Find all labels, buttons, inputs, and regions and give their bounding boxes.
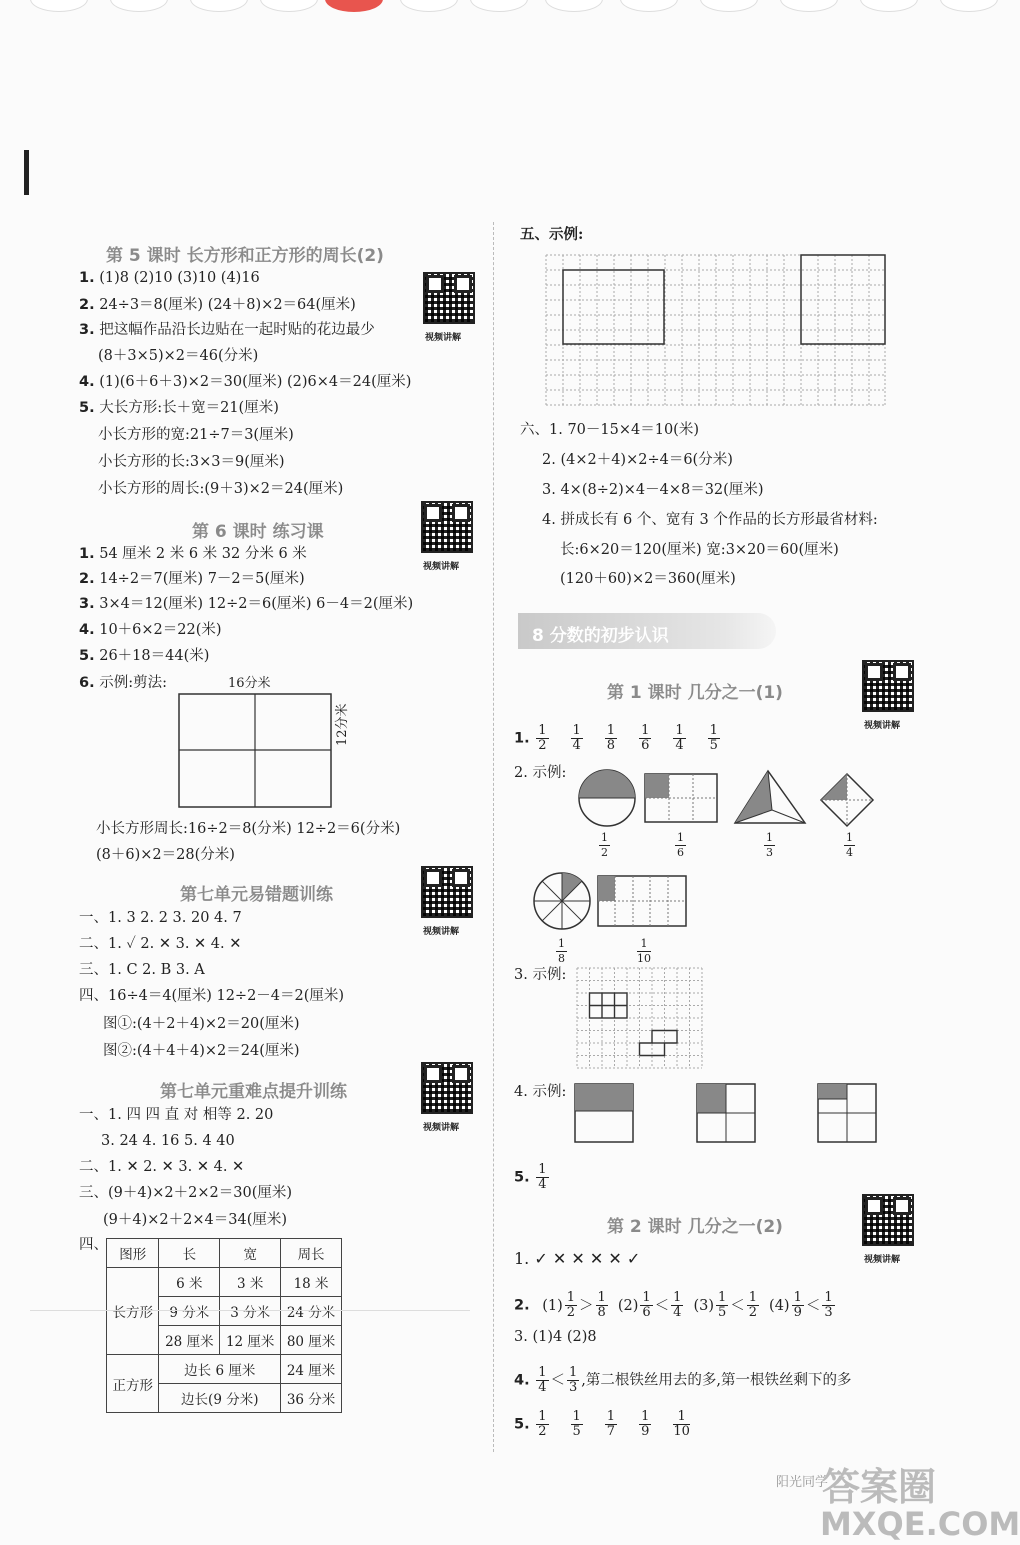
fraction: $\frac{1}{9}$ — [641, 1409, 650, 1439]
fraction: $\frac{1}{5}$ — [717, 1290, 727, 1320]
dotted-grid-diagram — [545, 254, 887, 412]
answer-line: 1. ✓ ✕ ✕ ✕ ✕ ✓ — [514, 1249, 641, 1268]
table-cell: 边长(9 分米) — [159, 1384, 281, 1413]
answer-line: 1. $\frac{1}{2}$ $\frac{1}{4}$ $\frac{1}{8}$ $\frac{1}{6}$ $\frac{1}{4}$ $\frac{1}{5}$ — [514, 724, 740, 753]
answer-line: 5. $\frac{1}{4}$ — [514, 1162, 547, 1192]
answer-line: 2. 14÷2＝7(厘米) 7－2＝5(厘米) — [79, 571, 305, 587]
table-cell: 正方形 — [107, 1355, 159, 1413]
fraction: $\frac{1}{6}$ — [642, 1290, 651, 1320]
fraction: $\frac{1}{4}$ — [572, 723, 581, 753]
answer-line: (120＋60)×2＝360(厘米) — [560, 571, 736, 587]
answer-line: 1. 54 厘米 2 米 6 米 32 分米 6 米 — [79, 546, 307, 562]
quartered-squares — [573, 1082, 883, 1144]
shape-label: $\frac{1}{4}$ — [846, 831, 853, 859]
shape-label: $\frac{1}{10}$ — [637, 937, 651, 965]
brand-logo: 阳光同学 — [776, 1475, 829, 1490]
perimeter-table — [106, 1238, 342, 1413]
top-scan-strip — [0, 0, 1000, 16]
answer-line: 四、 — [79, 1237, 108, 1253]
fraction: $\frac{1}{9}$ — [793, 1290, 802, 1320]
table-cell: 3 分米 — [220, 1297, 281, 1326]
fraction: $\frac{1}{4}$ — [673, 1290, 682, 1320]
answer-line: 3. 4×(8÷2)×4－4×8＝32(厘米) — [542, 482, 764, 498]
answer-line: 3. 把这幅作品沿长边贴在一起时贴的花边最少 — [79, 322, 375, 338]
qr-code-icon[interactable] — [862, 1194, 914, 1246]
answer-line: 3. 24 4. 16 5. 4 40 — [101, 1133, 235, 1149]
answer-line: 图①:(4＋2＋4)×2＝20(厘米) — [103, 1016, 300, 1032]
answer-line: 4. (1)(6＋6＋3)×2＝30(厘米) (2)6×4＝24(厘米) — [79, 374, 412, 390]
fraction: $\frac{1}{2}$ — [748, 1290, 758, 1320]
answer-line: 4. 示例: — [514, 1084, 567, 1100]
watermark-logo: 答案圈 — [822, 1465, 937, 1509]
table-cell: 80 厘米 — [281, 1326, 342, 1355]
qr-caption: 视频讲解 — [423, 562, 460, 572]
answer-line: 3. (1)4 (2)8 — [514, 1329, 597, 1345]
fraction: $\frac{1}{4}$ — [675, 723, 684, 753]
fraction: $\frac{1}{5}$ — [709, 723, 718, 753]
fraction: $\frac{1}{2}$ — [538, 1409, 547, 1439]
table-cell: 长方形 — [107, 1268, 159, 1355]
answer-line: 图②:(4＋4＋4)×2＝24(厘米) — [103, 1043, 300, 1059]
answer-line: 4. 拼成长有 6 个、宽有 3 个作品的长方形最省材料: — [542, 512, 878, 528]
answer-line: 3. 3×4＝12(厘米) 12÷2＝6(厘米) 6－4＝2(厘米) — [79, 596, 414, 612]
answer-line: 二、1. ✓ 2. ✕ 3. ✕ 4. ✕ — [79, 936, 242, 952]
answer-line: 五、示例: — [520, 226, 584, 243]
fraction: $\frac{1}{8}$ — [597, 1290, 606, 1320]
qr-code-icon[interactable] — [421, 1062, 473, 1114]
dimension-label: 12分米 — [335, 703, 350, 746]
qr-caption: 视频讲解 — [423, 927, 460, 937]
table-cell: 24 厘米 — [281, 1355, 342, 1384]
qr-caption: 视频讲解 — [864, 721, 901, 731]
table-header-cell: 周长 — [281, 1239, 342, 1268]
qr-caption: 视频讲解 — [864, 1255, 901, 1265]
cut-rectangle-diagram — [176, 692, 356, 810]
answer-line: 小长方形的长:3×3＝9(厘米) — [98, 454, 285, 470]
answer-line: (8＋3×5)×2＝46(分米) — [98, 348, 259, 364]
answer-line: 六、1. 70－15×4＝10(米) — [520, 422, 699, 438]
shape-label: $\frac{1}{2}$ — [601, 831, 608, 859]
grid-shape-diagram — [576, 967, 704, 1069]
answer-line: 小长方形的周长:(9＋3)×2＝24(厘米) — [98, 481, 344, 497]
shape-label: $\frac{1}{8}$ — [558, 937, 565, 965]
answer-line: 一、1. 四 四 直 对 相等 2. 20 — [79, 1107, 274, 1123]
qr-code-icon[interactable] — [423, 272, 475, 324]
fraction: $\frac{1}{5}$ — [572, 1409, 581, 1439]
answer-line: 6. 示例:剪法: — [79, 675, 167, 691]
error-training-title: 第七单元易错题训练 — [180, 885, 333, 905]
dimension-label: 16分米 — [228, 676, 271, 691]
qr-caption: 视频讲解 — [423, 1123, 460, 1133]
shape-label: $\frac{1}{6}$ — [677, 831, 684, 859]
answer-line: 2. 示例: — [514, 765, 567, 781]
answer-line: (9＋4)×2＋2×4＝34(厘米) — [103, 1212, 288, 1228]
answer-line: 二、1. ✕ 2. ✕ 3. ✕ 4. ✕ — [79, 1159, 245, 1175]
table-cell: 18 米 — [281, 1268, 342, 1297]
shape-label: $\frac{1}{3}$ — [766, 831, 773, 859]
fraction: $\frac{1}{6}$ — [641, 723, 650, 753]
fraction-shapes-row2 — [532, 870, 692, 932]
table-header-cell: 图形 — [107, 1239, 159, 1268]
table-cell: 28 厘米 — [159, 1326, 220, 1355]
table-cell: 9 分米 — [159, 1297, 220, 1326]
answer-line: 2. (4×2＋4)×2÷4＝6(分米) — [542, 452, 733, 468]
fraction-comparisons: (1) $\frac{1}{2}$ ＞ $\frac{1}{8}$ (2) $\frac{1}{6}$ ＜ $\frac{1}{4}$ (3) $\frac{1}{5}$ ＜ $\frac{1}{2}$ (4) $\frac{1}{9}$ ＜ $\frac{1}{3}$ — [542, 1290, 833, 1320]
table-header-cell: 长 — [159, 1239, 220, 1268]
unit-banner: 8 分数的初步认识 — [518, 613, 776, 649]
lesson-title: 第 1 课时 几分之一(1) — [607, 683, 783, 703]
page-edge-mark — [24, 150, 29, 195]
answer-line: 2. 24÷3＝8(厘米) (24＋8)×2＝64(厘米) — [79, 297, 356, 313]
answer-line: 4. 10＋6×2＝22(米) — [79, 622, 222, 638]
table-cell: 边长 6 厘米 — [159, 1355, 281, 1384]
qr-code-icon[interactable] — [862, 660, 914, 712]
table-cell: 3 米 — [220, 1268, 281, 1297]
qr-caption: 视频讲解 — [425, 333, 462, 343]
fraction: $\frac{1}{3}$ — [824, 1290, 833, 1320]
answer-line: 1. (1)8 (2)10 (3)10 (4)16 — [79, 270, 260, 286]
answer-line: 5. 26＋18＝44(米) — [79, 648, 210, 664]
qr-code-icon[interactable] — [421, 866, 473, 918]
watermark-site: MXQE.COM — [820, 1505, 1020, 1543]
fraction: $\frac{1}{7}$ — [606, 1409, 616, 1439]
qr-code-icon[interactable] — [421, 501, 473, 553]
answer-line: 三、(9＋4)×2＋2×2＝30(厘米) — [79, 1185, 293, 1201]
answer-line: 2. (1) $\frac{1}{2}$ ＞ $\frac{1}{8}$ (2) $\frac{1}{6}$ ＜ $\frac{1}{4}$ (3) $\frac{1}{5}$ ＜ $\frac{1}{2}$ (4) $\frac{1}{9}$ ＜ $\frac{1}{3}$ — [514, 1291, 837, 1320]
answer-line: (8＋6)×2＝28(分米) — [96, 847, 235, 863]
fraction: $\frac{1}{2}$ — [538, 723, 547, 753]
fraction: $\frac{1}{2}$ — [566, 1290, 576, 1320]
lesson6-title: 第 6 课时 练习课 — [192, 522, 324, 542]
table-header-cell: 宽 — [220, 1239, 281, 1268]
key-training-title: 第七单元重难点提升训练 — [160, 1082, 347, 1102]
lesson-title: 第 2 课时 几分之一(2) — [607, 1217, 783, 1237]
fraction: $\frac{1}{8}$ — [606, 723, 616, 753]
fraction: $\frac{1}{10}$ — [673, 1409, 690, 1439]
answer-line: 5. 大长方形:长＋宽＝21(厘米) — [79, 400, 279, 416]
table-cell: 24 分米 — [281, 1297, 342, 1326]
footer-rule — [30, 1310, 470, 1311]
answer-line: 小长方形周长:16÷2＝8(分米) 12÷2＝6(分米) — [96, 821, 401, 837]
table-cell: 12 厘米 — [220, 1326, 281, 1355]
answer-line: 长:6×20＝120(厘米) 宽:3×20＝60(厘米) — [560, 542, 839, 558]
answer-line: 4. $\frac{1}{4}$ ＜ $\frac{1}{3}$ ,第二根铁丝用去的多,第一根铁丝剩下的多 — [514, 1365, 852, 1395]
answer-line: 小长方形的宽:21÷7＝3(厘米) — [98, 427, 294, 443]
answer-line: 一、1. 3 2. 2 3. 20 4. 7 — [79, 910, 242, 926]
column-divider — [493, 222, 494, 1452]
answer-line: 三、1. C 2. B 3. A — [79, 962, 205, 978]
answer-line: 5. $\frac{1}{2}$ $\frac{1}{5}$ $\frac{1}{7}$ $\frac{1}{9}$ $\frac{1}{10}$ — [514, 1410, 710, 1439]
answer-line: 3. 示例: — [514, 967, 567, 983]
answer-line: 四、16÷4＝4(厘米) 12÷2－4＝2(厘米) — [79, 988, 345, 1004]
table-cell: 6 米 — [159, 1268, 220, 1297]
table-cell: 36 分米 — [281, 1384, 342, 1413]
lesson5-title: 第 5 课时 长方形和正方形的周长(2) — [106, 246, 384, 266]
